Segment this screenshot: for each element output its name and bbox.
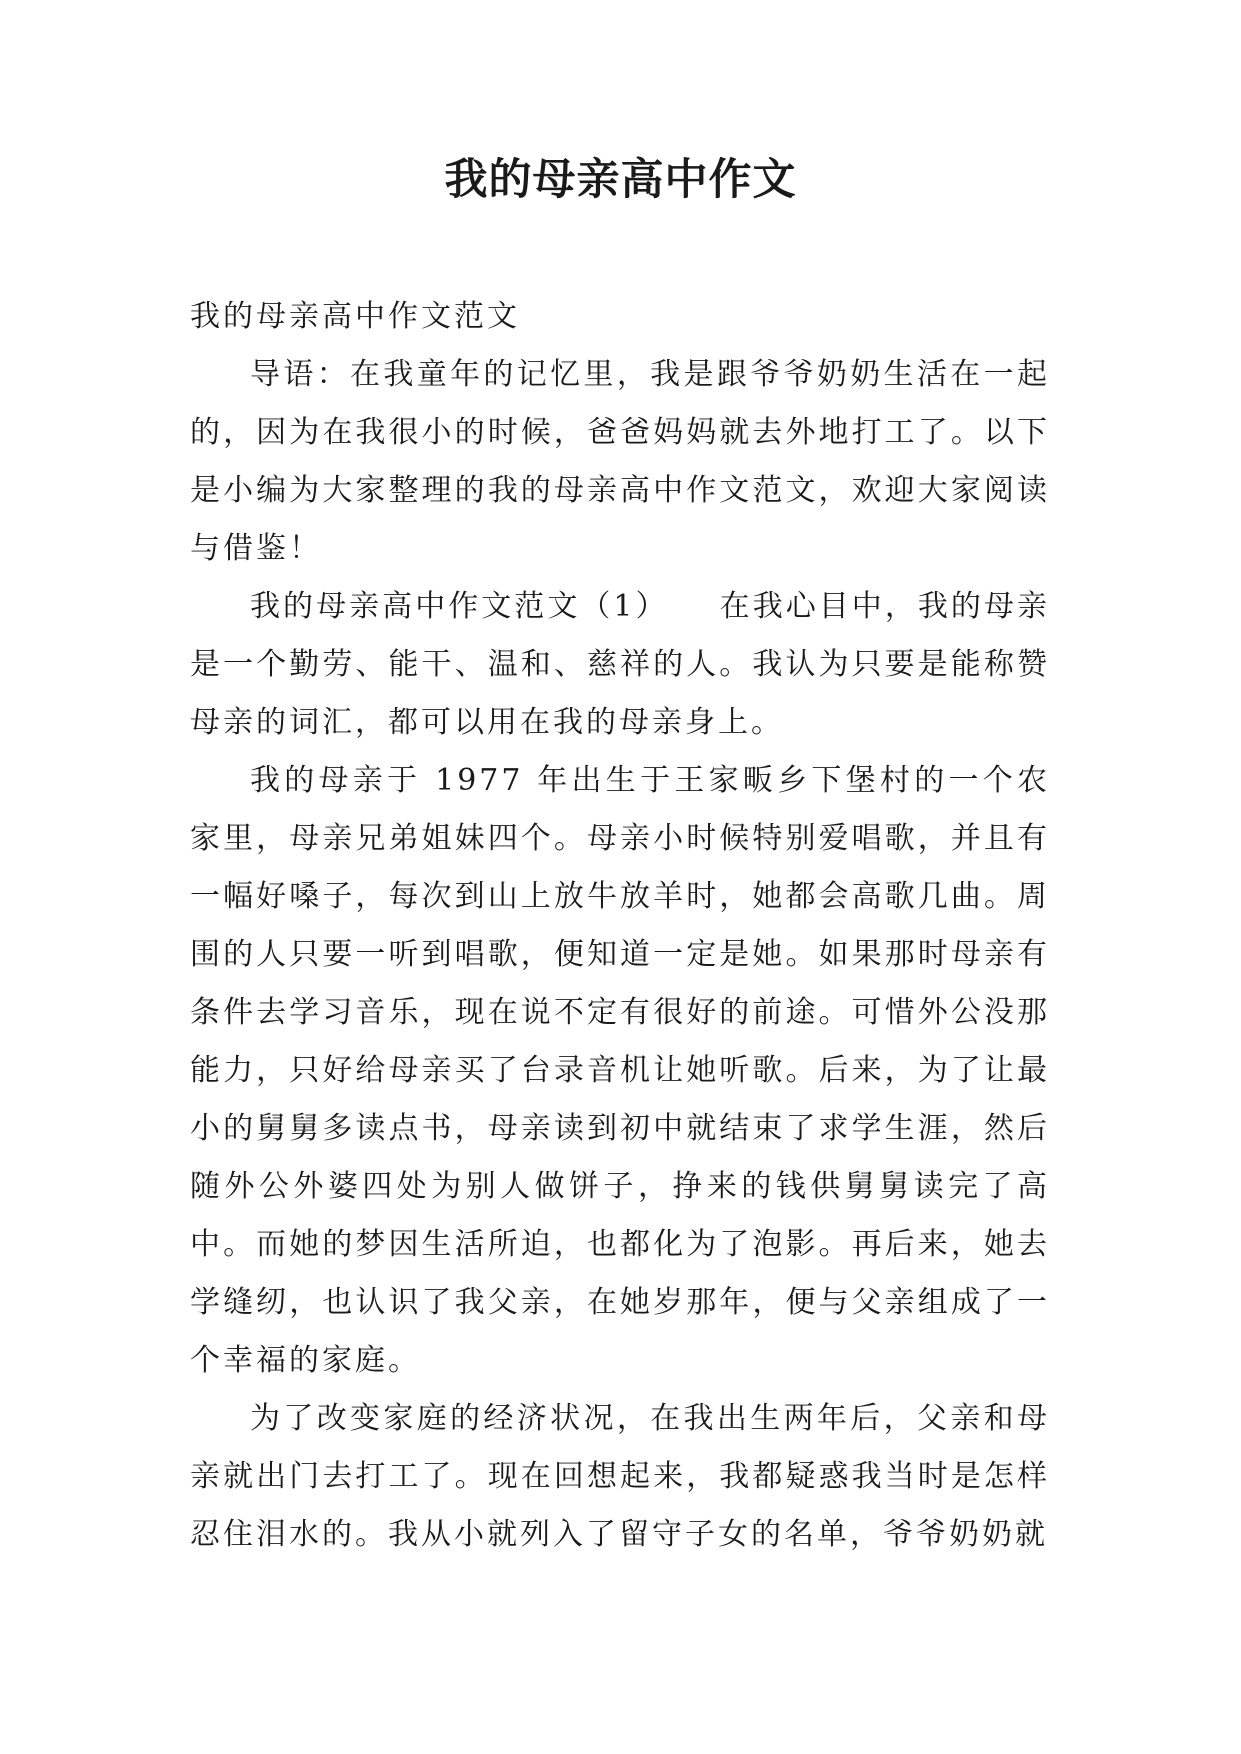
document-title: 我的母亲高中作文	[444, 155, 797, 205]
paragraph-parents-work: 为了改变家庭的经济状况，在我出生两年后，父亲和母亲就出门去打工了。现在回想起来，我都疑惑我当时是怎样忍住泪水的。我从小就列入了留守子女的名单，爷爷奶奶就	[190, 1401, 1050, 1552]
paragraph-mother-background: 我的母亲于 1977 年出生于王家畈乡下堡村的一个农家里，母亲兄弟姐妹四个。母亲小时候特别爱唱歌，并且有一幅好嗓子，每次到山上放牛放羊时，她都会高歌几曲。周围的人只要一听到唱歌，便知道一定是她。如果那时母亲有条件去学习音乐，现在说不定有很好的前途。可惜外公没那能力，只好给母亲买了台录音机让她听歌。后来，为了让最小的舅舅多读点书，母亲读到初中就结束了求学生涯，然后随外公外婆四处为别人做饼子，挣来的钱供舅舅读完了高中。而她的梦因生活所迫，也都化为了泡影。再后来，她去学缝纫，也认识了我父亲，在她岁那年，便与父亲组成了一个幸福的家庭。	[190, 763, 1050, 1378]
document-subtitle: 我的母亲高中作文范文	[190, 299, 520, 334]
paragraph-essay-start: 我的母亲高中作文范文（1） 在我心目中，我的母亲是一个勤劳、能干、温和、慈祥的人。我认为只要是能称赞母亲的词汇，都可以用在我的母亲身上。	[190, 589, 1050, 740]
document-body	[190, 288, 1050, 1564]
paragraph-intro: 导语：在我童年的记忆里，我是跟爷爷奶奶生活在一起的，因为在我很小的时候，爸爸妈妈就去外地打工了。以下是小编为大家整理的我的母亲高中作文范文，欢迎大家阅读与借鉴！	[190, 357, 1050, 566]
